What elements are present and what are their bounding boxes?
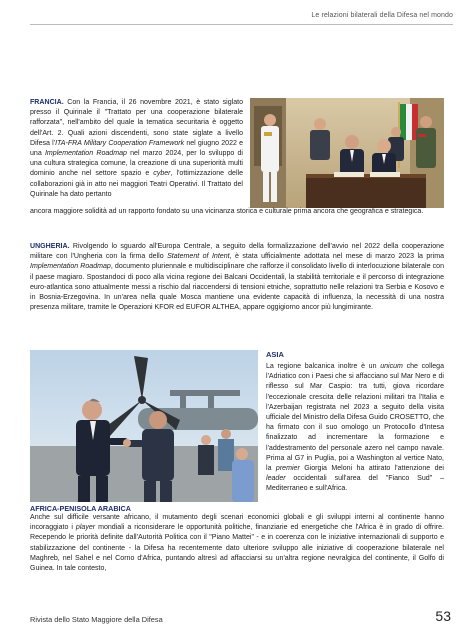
paragraph-francia-continued: ancora maggiore solidità ad un rapporto fondato su una vicinanza storica e culturale prima ancora che geografica e strategica. [30, 208, 424, 215]
heading-africa-penisola-arabica: AFRICA-PENISOLA ARABICA [30, 504, 131, 513]
header-rule [30, 24, 453, 25]
ungheria-text: Rivolgendo lo sguardo all'Europa Centrale, a seguito della formalizzazione dell'avvio nel 2022 della cooperazione militare con l'Ungheria con la firma dello Statement of Intent, è stata ufficialmente adottata nel mese di marzo 2023 la prima Implementation Roadmap, documento pluriennale e multidisciplinare che rafforze il consolidato livello di interlocuzione bilaterale con il paese magiaro. Spostandoci di poco alla vicina regione dei Balcani Occidentali, la stabilità territoriale e il percorso di integrazione euro-atlantica sono attualmente messi a rischio dal riaccendersi di tensioni etniche, soprattutto nelle relazioni tra Serbia e Kosovo e in Bosnia-Erzegovina. In un'area nella quale Mosca mantiene una evidente capacità di influenza, la necessità di una nostra presenza militare, tramite le Operazioni KFOR ed EUFOR ALTHEA, appare oggigiorno ancor più lungimirante. [30, 243, 444, 312]
heading-ungheria: UNGHERIA. [30, 243, 70, 250]
airfield-handshake-photo [30, 350, 258, 502]
heading-asia: ASIA [266, 350, 284, 359]
francia-text-top: Con la Francia, il 26 novembre 2021, è stato siglato presso il Quirinale il "Trattato per una cooperazione bilaterale rafforzata", nell'ambito del quale la tematica securitaria è oggetto dell'Art. 2. Quali azioni discendenti, sono state siglate a livello Difesa l'ITA-FRA Military Cooperation Framework nel giugno 2022 e una Implementation Roadmap nel marzo 2024, per lo sviluppo di una cultura strategica comune, la creazione di una superiorità multi dominio anche nel settore spazio e cyber, l'ottimizzazione delle collaborazioni già in atto nei maggiori Teatri Operativi. Il Trattato del Quirinale ha dato pertanto [30, 99, 244, 198]
paragraph-africa: Anche sul difficile versante africano, il mutamento degli scenari economici globali e gli sviluppi interni al continente hanno incoraggiato i player mondiali a riconsiderare le opportunità politiche, finanziarie ed energetiche che l'Africa è in grado di offrire. Recependo le priorità definite dall'Autorità Politica con il "Piano Mattei" - e in coerenza con le iniziative internazionali di supporto e stabilizzazione del continente - la Difesa ha recentemente dato ulteriore sviluppo alle iniziative di cooperazione bilaterale nel Maghreb, nel Sahel e nel Corno d'Africa, puntando altresì ad affacciarsi su un'altra regione nevralgica del continente, il Golfo di Guinea. In tale contesto, [30, 514, 445, 573]
signing-ceremony-photo [250, 98, 444, 208]
paragraph-ungheria [30, 242, 444, 313]
page-number: 53 [435, 608, 451, 624]
paragraph-asia: La regione balcanica inoltre è un unicum che collega l'Adriatico con i Paesi che si affacciano sul Mar Nero e di riflesso sul Mar Caspio: tra tutti, giova ricordare l'eccezionale crescita delle relazioni militari tra l'Italia e l'Azerbaijan registrata nel 2023 a seguito della visita ufficiale del Ministro della Difesa Guido CROSETTO, che ha firmato con il suo omologo un Protocollo d'Intesa finalizzato ad incrementare la formazione e l'addestramento del personale azero nel campo navale. Prima al G7 in Puglia, poi a Washington al vertice Nato, la premier Giorgia Meloni ha attirato l'attenzione dei leader occidentali sull'area del "Fianco Sud" – Mediterraneo e sull'Africa. [266, 363, 444, 493]
running-header: Le relazioni bilaterali della Difesa nel mondo [311, 12, 453, 19]
heading-francia: FRANCIA. [30, 99, 64, 106]
paragraph-francia [30, 98, 243, 200]
footer-publication: Rivista dello Stato Maggiore della Difesa [30, 615, 163, 624]
